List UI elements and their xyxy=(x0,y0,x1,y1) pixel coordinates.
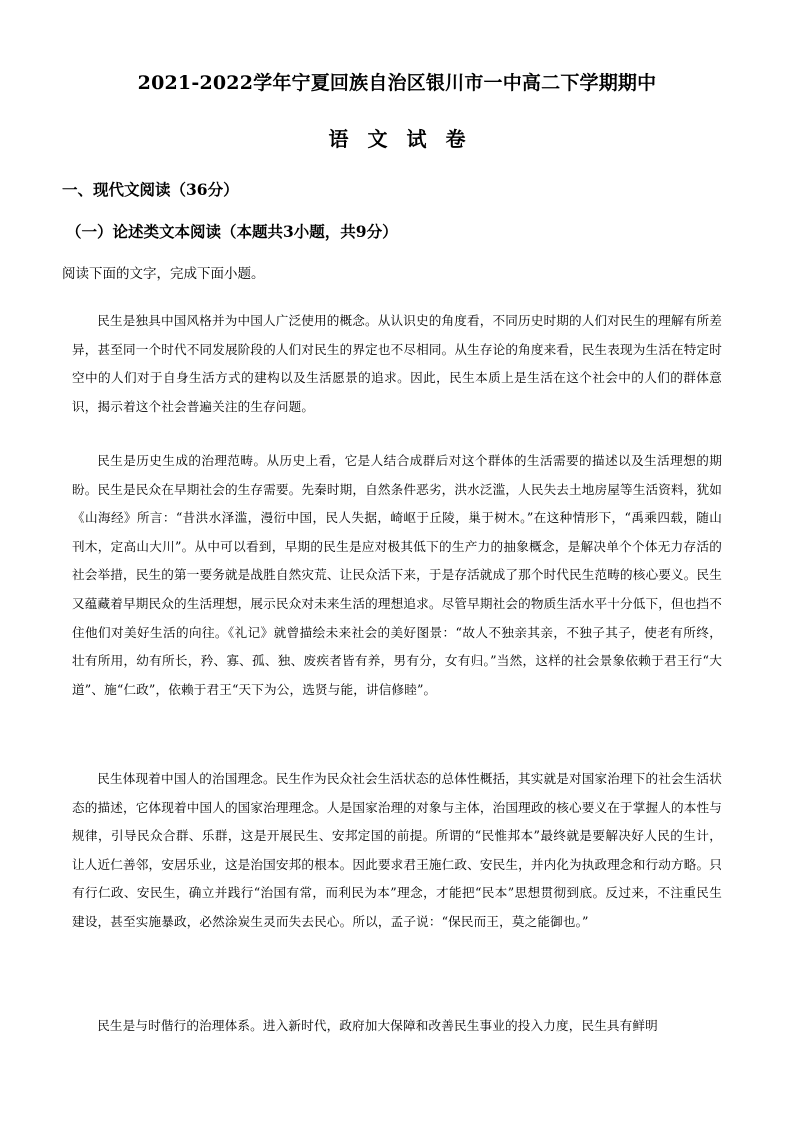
paragraph-text: 民生体现着中国人的治国理念。民生作为民众社会生活状态的总体性概括，其实就是对国家治理下的社会生活状态的描述，它体现着中国人的国家治理理念。人是国家治理的对象与主体，治国理政的核心要义在于掌握人的本性与规律，引导民众合群、乐群，这是开展民生、安邦定国的前提。所谓的“民惟邦本”最终就是要解决好人民的生计，让人近仁善邻，安居乐业，这是治国安邦的根本。因此要求君王施仁政、安民生，并内化为执政理念和行动方略。只有行仁政、安民生，确立并践行“治国有常，而利民为本”理念，才能把“民本”思想贯彻到底。反过来，不注重民生建设，甚至实施暴政，必然涂炭生灵而失去民心。所以，孟子说：“保民而王，莫之能御也。” xyxy=(72,771,722,929)
paragraph-4 xyxy=(72,1012,722,1041)
reading-instruction: 阅读下面的文字，完成下面小题。 xyxy=(62,266,265,282)
document-subtitle: 语文试卷 xyxy=(328,127,485,151)
section-heading-1: 一、现代文阅读（36分） xyxy=(62,180,239,199)
paragraph-text: 民生是独具中国风格并为中国人广泛使用的概念。从认识史的角度看，不同历史时期的人们对民生的理解有所差异，甚至同一个时代不同发展阶段的人们对民生的界定也不尽相同。从生存论的角度来看，民生表现为生活在特定时空中的人们对于自身生活方式的建构以及生活愿景的追求。因此，民生本质上是生活在这个社会中的人们的群体意识，揭示着这个社会普遍关注的生存问题。 xyxy=(72,313,722,414)
paragraph-text: 民生是历史生成的治理范畴。从历史上看，它是人结合成群后对这个群体的生活需要的描述以及生活理想的期盼。民生是民众在早期社会的生存需要。先秦时期，自然条件恶劣，洪水泛滥，人民失去土地房屋等生活资料，犹如《山海经》所言：“昔洪水泽滥，漫衍中国，民人失据，崎岖于丘陵，巢于树木。”在这种情形下，“禹乘四载，随山刊木，定高山大川”。从中可以看到，早期的民生是应对极其低下的生产力的抽象概念，是解决单个个体无力存活的社会举措，民生的第一要务就是战胜自然灾荒、让民众活下来，于是存活就成了那个时代民生范畴的核心要义。民生又蕴藏着早期民众的生活理想，展示民众对未来生活的理想追求。尽管早期社会的物质生活水平十分低下，但也挡不住他们对美好生活的向往。《礼记》就曾描绘未来社会的美好图景：“故人不独亲其亲，不独子其子，使老有所终，壮有所用，幼有所长，矜、寡、孤、独、废疾者皆有养，男有分，女有归。”当然，这样的社会景象依赖于君王行“大道”、施“仁政”，依赖于君王“天下为公，选贤与能，讲信修睦”。 xyxy=(72,453,722,697)
paragraph-2 xyxy=(72,447,722,704)
paragraph-text: 民生是与时偕行的治理体系。进入新时代，政府加大保障和改善民生事业的投入力度，民生具有鲜明 xyxy=(97,1018,658,1033)
paragraph-3 xyxy=(72,765,722,937)
document-title: 2021-2022学年宁夏回族自治区银川市一中高二下学期期中 xyxy=(137,72,657,94)
subsection-heading-1: （一）论述类文本阅读（本题共3小题，共9分） xyxy=(66,222,398,241)
paragraph-1 xyxy=(72,307,722,421)
